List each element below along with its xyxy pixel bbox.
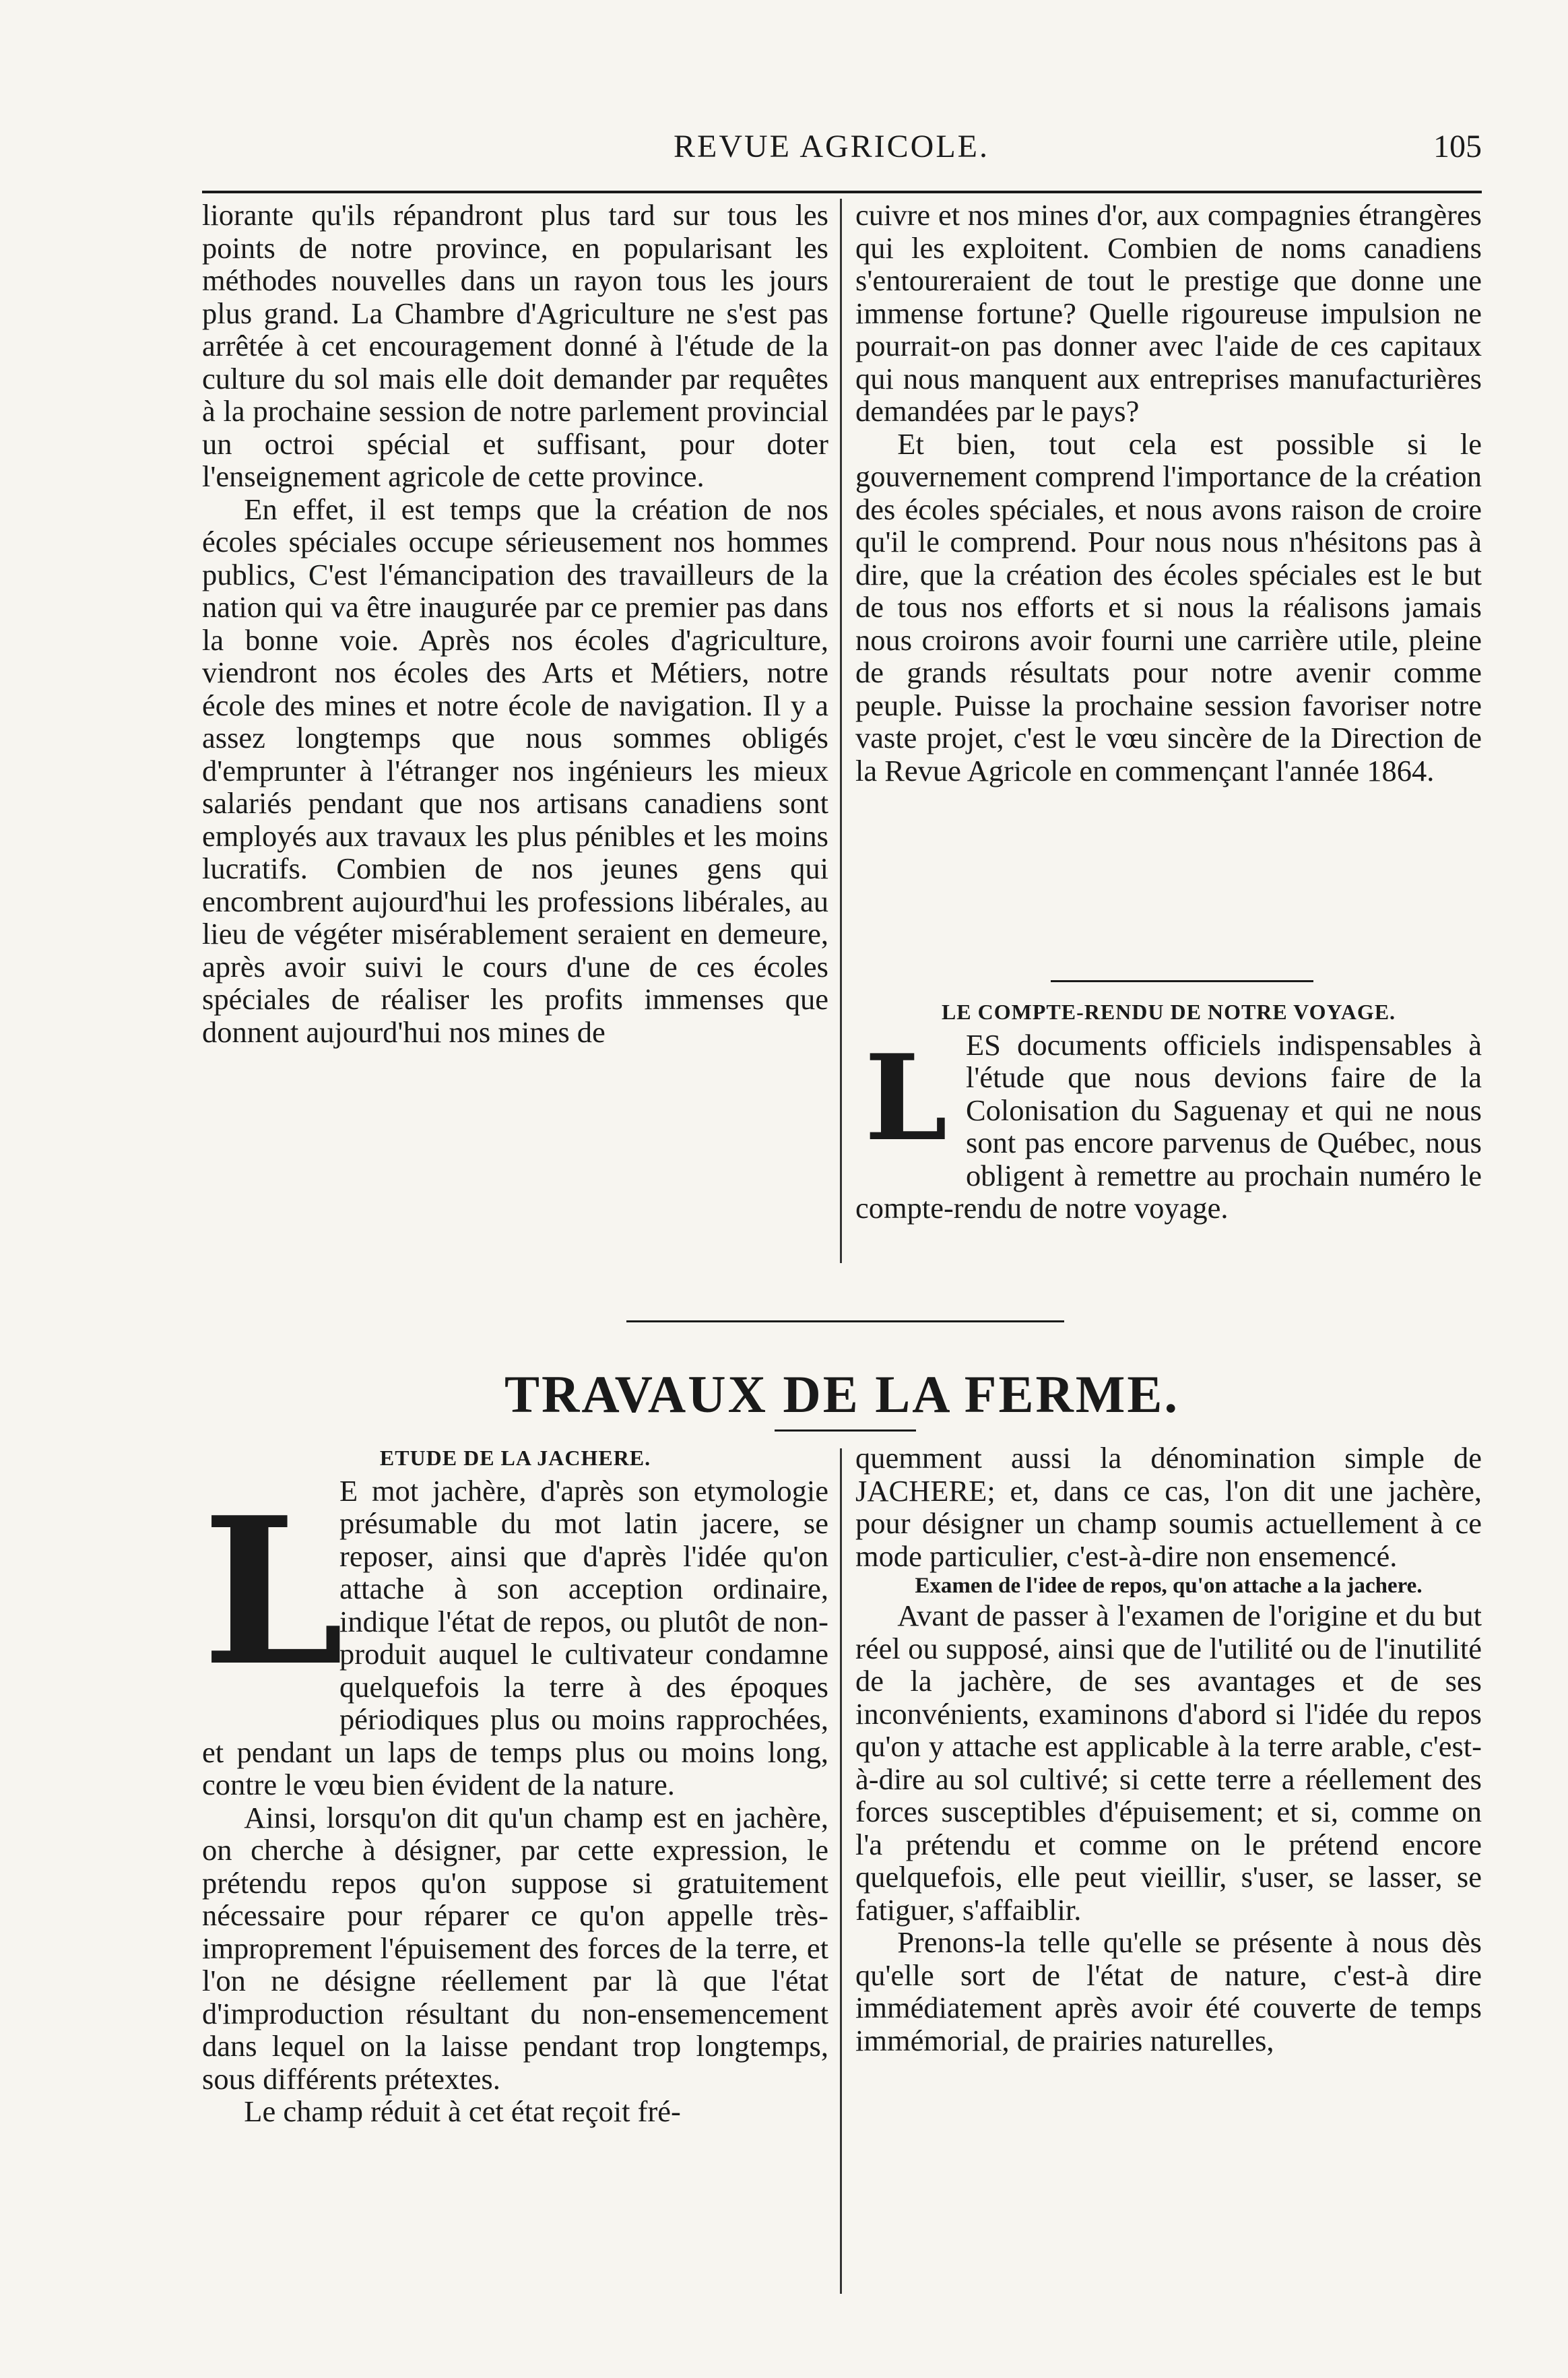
bottom-left-column <box>202 1442 828 2128</box>
top-right-column <box>855 199 1482 787</box>
section-title: TRAVAUX DE LA FERME. <box>504 1365 1179 1423</box>
paragraph: En effet, il est temps que la création de nos écoles spéciales occupe sérieusement nos hommes publics, C'est l'émancipation des travailleurs de la nation qui va être inaugurée par ce premier pas dans la bonne voie. Après nos écoles d'agriculture, viendront nos écoles des Arts et Métiers, notre école des mines et notre école de navigation. Il y a assez longtemps que nous sommes obligés d'emprunter à l'étranger nos ingénieurs les mieux salariés pendant que nos artisans canadiens sont employés aux travaux les plus pénibles et les moins lucratifs. Combien de nos jeunes gens qui encombrent aujourd'hui les professions libérales, au lieu de végéter misérablement seraient en demeure, après avoir suivi le cours d'une de ces écoles spéciales de réaliser les profits immenses que donnent aujourd'hui nos mines de <box>202 492 828 1049</box>
jachere-heading: ETUDE DE LA JACHERE. <box>379 1446 651 1470</box>
paragraph: Prenons-la telle qu'elle se présente à nous dès qu'elle sort de l'état de nature, c'est-à dire immédiatement après avoir été couverte de temps immémorial, de prairies naturelles, <box>855 1925 1482 2057</box>
jachere-first-text: E mot jachère, d'après son etymologie présumable du mot latin jacere, se reposer, ainsi que d'après l'idée qu'on attache à son acception ordinaire, indique l'état de repos, ou plutôt de non-produit auquel le cultivateur condamne quelquefois la terre à des époques périodiques plus ou moins rapprochées, et pendant un laps de temps plus ou moins long, contre le vœu bien évident de la nature. <box>202 1473 828 1801</box>
journal-title: REVUE AGRICOLE. <box>674 129 989 164</box>
column-divider-top <box>840 199 842 1263</box>
section-title-underline <box>775 1429 916 1432</box>
header-rule <box>202 191 1482 193</box>
bottom-right-column <box>855 1442 1482 2057</box>
top-left-column <box>202 199 828 1048</box>
compte-rendu-heading: LE COMPTE-RENDU DE NOTRE VOYAGE. <box>941 1000 1396 1024</box>
running-header <box>202 128 1482 175</box>
ornamental-dropcap: L <box>202 1472 344 1710</box>
paragraph: liorante qu'ils répandront plus tard sur tous les points de notre province, en popularisant les méthodes nouvelles dans un rayon tous les jours plus grand. La Chambre d'Agriculture ne s'est pas arrêtée à cet encouragement donné à l'étude de la culture du sol mais elle doit demander par requêtes à la prochaine session de notre parlement provincial un octroi spécial et suffisant, pour doter l'enseignement agricole de cette province. <box>202 198 828 493</box>
paragraph: cuivre et nos mines d'or, aux compagnies étrangères qui les exploitent. Combien de noms canadiens s'entoureraient de tout le prestige que donne une immense fortune? Quelle rigoureuse impulsion ne pourrait-on pas donner avec l'aide de ces capitaux qui nous manquent aux entreprises manufacturières demandées par le pays? <box>855 198 1482 428</box>
compte-rendu-text: ES documents officiels indispensables à l'étude que nous devions faire de la Colonisation du Saguenay et qui ne nous sont pas encore parvenus de Québec, nous obligent à remettre au prochain numéro le compte-rendu de notre voyage. <box>855 1027 1482 1225</box>
jachere-first-paragraph <box>202 1472 828 1801</box>
section-rule <box>626 1320 1064 1322</box>
paragraph: Et bien, tout cela est possible si le gouvernement comprend l'importance de la création des écoles spéciales, et nous avons raison de croire qu'il le comprend. Pour nous nous n'hésitons pas à dire, que la création des écoles spéciales est le but de tous nos efforts et si nous la réalisons jamais nous croirons avoir fourni une carrière utile, pleine de grands résultats pour notre avenir comme peuple. Puisse la prochaine session favoriser notre vaste projet, c'est le vœu sincère de la Direction de la Revue Agricole en commençant l'année 1864. <box>855 426 1482 788</box>
column-divider-bottom <box>840 1448 842 2294</box>
paragraph: Ainsi, lorsqu'on dit qu'un champ est en jachère, on cherche à désigner, par cette expression, le prétendu repos qu'on suppose si gratuitement nécessaire pour réparer ce qu'on appelle très-improprement l'épuisement des forces de la terre, et l'on ne désigne réellement par là que l'état d'improduction résultant du non-ensemencement dans lequel on la laisse pendant trop longtemps, sous différents prétextes. <box>202 1800 828 2096</box>
compte-rendu-paragraph <box>855 1029 1482 1225</box>
paragraph: quemment aussi la dénomination simple de JACHERE; et, dans ce cas, l'on dit une jachère, pour désigner un champ soumis actuellement à ce mode particulier, c'est-à-dire non ensemencé. <box>855 1441 1482 1573</box>
page-number: 105 <box>1433 129 1482 164</box>
paragraph: Le champ réduit à cet état reçoit fré- <box>244 2094 681 2128</box>
paragraph: Avant de passer à l'examen de l'origine et du but réel ou supposé, ainsi que de l'utilité ou de l'inutilité de la jachère, de ses avantages et de ses inconvénients, examinons d'abord si l'idée du repos qu'on y attache est applicable à la terre arable, c'est-à-dire au sol cultivé; si cette terre a réellement des forces susceptibles d'épuisement; et si, comme on l'a prétendu et comme on le prétend encore quelquefois, elle peut vieillir, s'user, se lasser, se fatiguer, s'affaiblir. <box>855 1599 1482 1927</box>
examen-subheading: Examen de l'idee de repos, qu'on attache a la jachere. <box>915 1574 1423 1598</box>
article-separator-rule <box>1051 980 1313 982</box>
ornamental-dropcap: L <box>864 1029 948 1167</box>
compte-rendu-article <box>855 996 1482 1225</box>
